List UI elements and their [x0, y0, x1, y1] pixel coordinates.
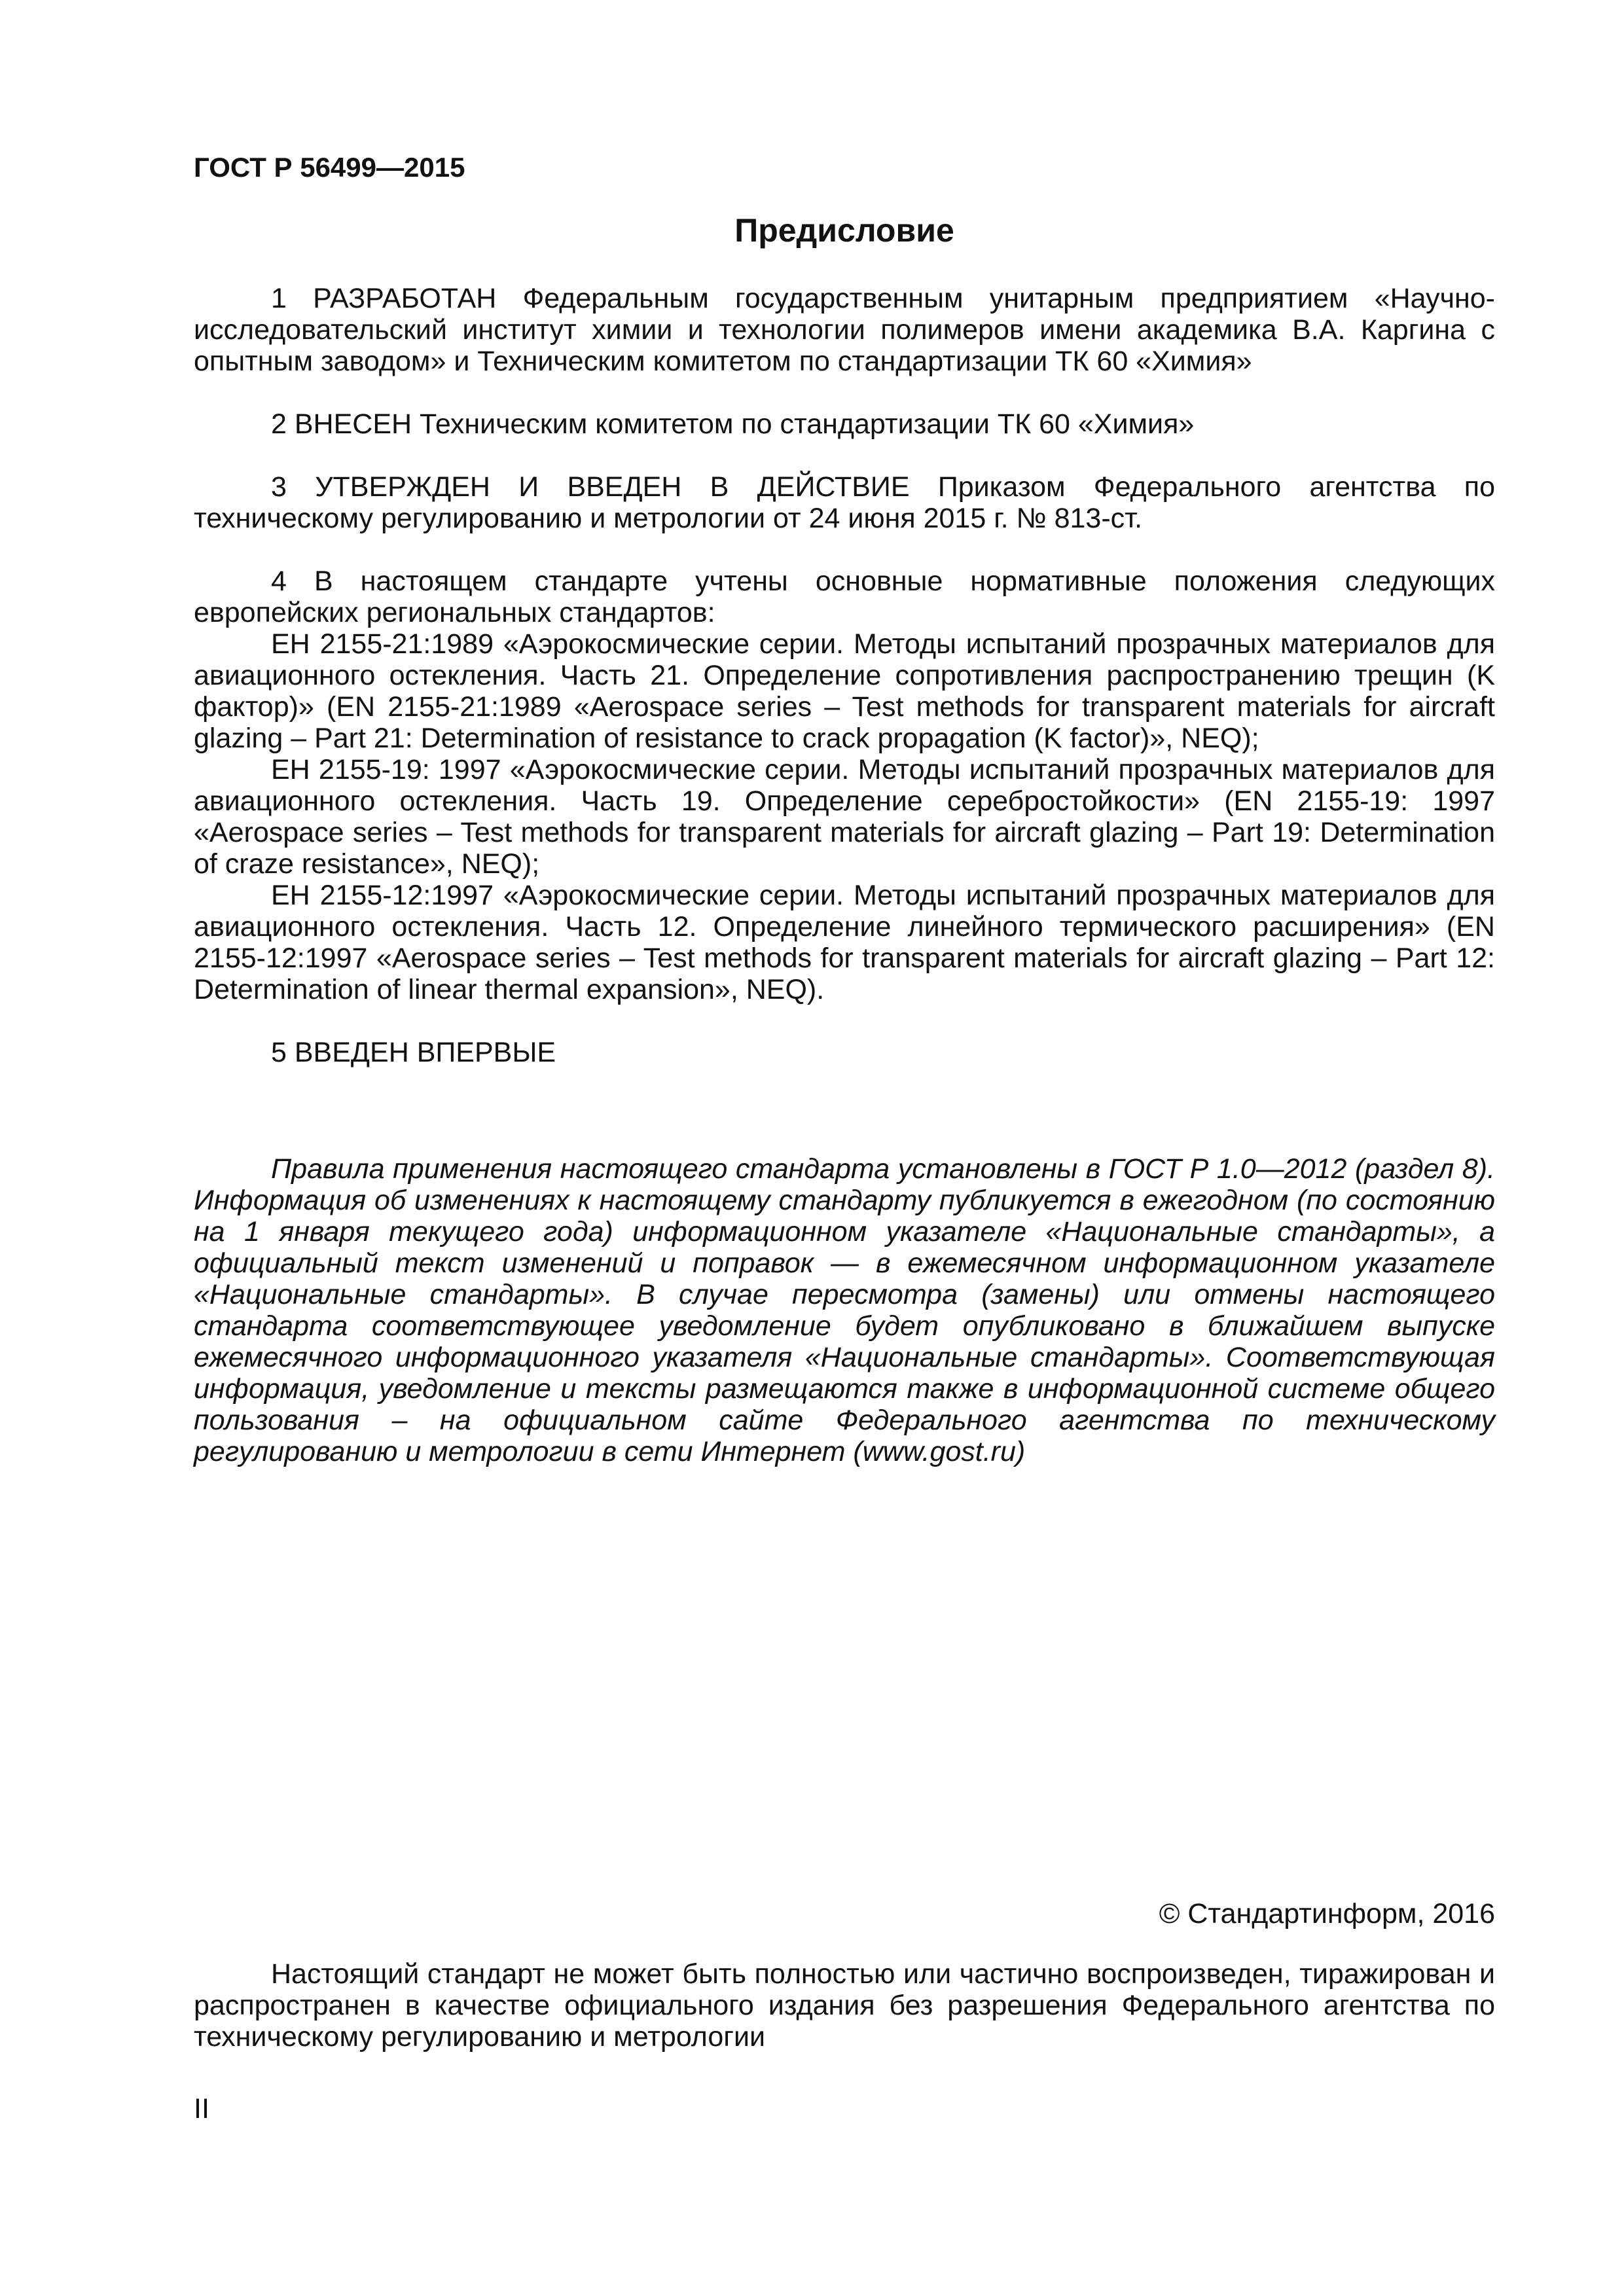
paragraph-first-introduced: 5 ВВЕДЕН ВПЕРВЫЕ — [271, 1037, 556, 1068]
paragraph-submitted: 2 ВНЕСЕН Техническим комитетом по стандартизации ТК 60 «Химия» — [271, 408, 1195, 440]
reference-en-2155-21: ЕН 2155-21:1989 «Аэрокосмические серии. Методы испытаний прозрачных материалов для авиационного остекления. Часть 21. Определение сопротивления распространению трещин (K фактор)» (EN 2155-21:1989 «Aerospace series – Test methods for transparent materials for aircraft glazing – Part 21: Determination of resistance to crack propagation (K factor)», NEQ); — [194, 628, 1495, 754]
paragraph-developed: 1 РАЗРАБОТАН Федеральным государственным унитарным предприятием «Научно-исследовательский институт химии и технологии полимеров имени академика В.А. Каргина с опытным заводом» и Техническим комитетом по стандартизации ТК 60 «Химия» — [194, 283, 1495, 377]
application-rules-notice: Правила применения настоящего стандарта установлены в ГОСТ Р 1.0—2012 (раздел 8). Информация об изменениях к настоящему стандарту публикуется в ежегодном (по состоянию на 1 января текущего года) информационном указателе «Национальные стандарты», а официальный текст изменений и поправок — в ежемесячном информационном указателе «Национальные стандарты». В случае пересмотра (замены) или отмены настоящего стандарта соответствующее уведомление будет опубликовано в ближайшем выпуске ежемесячного информационного указателя «Национальные стандарты». Соответствующая информация, уведомление и тексты размещаются также в информационной системе общего пользования – на официальном сайте Федерального агентства по техническому регулированию и метрологии в сети Интернет (www.gost.ru) — [194, 1153, 1495, 1467]
document-code: ГОСТ Р 56499—2015 — [194, 152, 465, 183]
paragraph-approved: 3 УТВЕРЖДЕН И ВВЕДЕН В ДЕЙСТВИЕ Приказом Федерального агентства по техническому регулированию и метрологии от 24 июня 2015 г. № 813-ст. — [194, 471, 1495, 534]
foreword-body — [194, 283, 1495, 1068]
reproduction-disclaimer: Настоящий стандарт не может быть полностью или частично воспроизведен, тиражирован и распространен в качестве официального издания без разрешения Федерального агентства по техническому регулированию и метрологии — [194, 1958, 1495, 2053]
page-number: II — [194, 2093, 209, 2125]
copyright-line: © Стандартинформ, 2016 — [1159, 1898, 1495, 1929]
page-title: Предисловие — [734, 212, 954, 249]
reference-en-2155-12: ЕН 2155-12:1997 «Аэрокосмические серии. Методы испытаний прозрачных материалов для авиационного остекления. Часть 12. Определение линейного термического расширения» (EN 2155-12:1997 «Aerospace series – Test methods for transparent materials for aircraft glazing – Part 12: Determination of linear thermal expansion», NEQ). — [194, 880, 1495, 1005]
reference-en-2155-19: ЕН 2155-19: 1997 «Аэрокосмические серии. Методы испытаний прозрачных материалов для авиационного остекления. Часть 19. Определение серебростойкости» (EN 2155-19: 1997 «Aerospace series – Test methods for transparent materials for aircraft glazing – Part 19: Determination of craze resistance», NEQ); — [194, 754, 1495, 880]
paragraph-regional-standards: 4 В настоящем стандарте учтены основные нормативные положения следующих европейских региональных стандартов: — [194, 565, 1495, 628]
